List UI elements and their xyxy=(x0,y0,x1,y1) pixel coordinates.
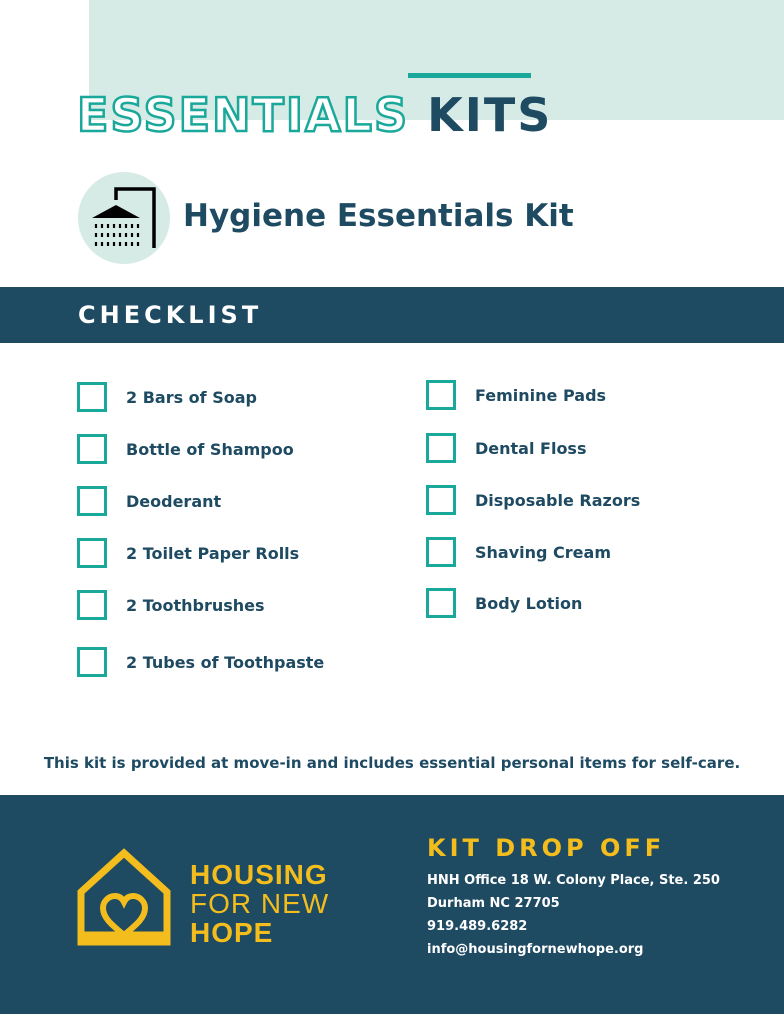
checkbox[interactable] xyxy=(426,380,456,410)
title-solid: KITS xyxy=(427,88,553,142)
checklist-item-label: 2 Toilet Paper Rolls xyxy=(126,543,300,563)
address-line-2: Durham NC 27705 xyxy=(427,896,560,911)
checkbox[interactable] xyxy=(426,433,456,463)
logo-line-3: HOPE xyxy=(190,917,274,948)
checklist-item-label: 2 Bars of Soap xyxy=(126,387,257,407)
checkbox[interactable] xyxy=(426,537,456,567)
checklist-item-label: Deoderant xyxy=(126,491,222,511)
logo-wordmark xyxy=(190,860,329,947)
logo-line-2: FOR NEW xyxy=(190,888,330,919)
house-heart-icon xyxy=(76,848,176,948)
checklist-item-label: Disposable Razors xyxy=(475,490,641,510)
checkbox[interactable] xyxy=(77,486,107,516)
checklist-title: CHECKLIST xyxy=(78,301,263,329)
checkbox[interactable] xyxy=(77,434,107,464)
checklist-item-label: 2 Tubes of Toothpaste xyxy=(126,652,325,672)
checklist-item[interactable] xyxy=(77,486,221,516)
address-line-1: HNH Office 18 W. Colony Place, Ste. 250 xyxy=(427,873,720,888)
checkbox[interactable] xyxy=(77,382,107,412)
checkbox[interactable] xyxy=(426,588,456,618)
kit-name: Hygiene Essentials Kit xyxy=(183,198,574,234)
logo-line-1: HOUSING xyxy=(190,859,328,890)
checkbox[interactable] xyxy=(426,485,456,515)
checklist-item[interactable] xyxy=(77,647,324,677)
shower-icon xyxy=(78,172,170,264)
drop-off-title: KIT DROP OFF xyxy=(427,834,666,862)
checkbox[interactable] xyxy=(77,538,107,568)
checklist-item[interactable] xyxy=(426,380,606,410)
checklist-item-label: Dental Floss xyxy=(475,438,587,458)
checklist-item-label: 2 Toothbrushes xyxy=(126,595,265,615)
checklist-item-label: Bottle of Shampoo xyxy=(126,439,294,459)
checkbox[interactable] xyxy=(77,590,107,620)
accent-bar xyxy=(408,73,531,78)
email-link[interactable]: info@housingfornewhope.org xyxy=(427,942,644,957)
checklist-item[interactable] xyxy=(426,485,640,515)
checkbox[interactable] xyxy=(77,647,107,677)
checklist-item[interactable] xyxy=(426,537,611,567)
checklist-item[interactable] xyxy=(77,590,265,620)
checklist-item[interactable] xyxy=(77,538,299,568)
checklist-item[interactable] xyxy=(426,433,586,463)
kit-note: This kit is provided at move-in and includes essential personal items for self-care. xyxy=(43,754,741,772)
phone-number[interactable]: 919.489.6282 xyxy=(427,919,528,934)
checklist-item[interactable] xyxy=(77,382,257,412)
page-title xyxy=(77,88,552,142)
checklist-item-label: Feminine Pads xyxy=(475,385,607,405)
checklist-item-label: Body Lotion xyxy=(475,593,583,613)
title-outline: ESSENTIALS xyxy=(77,88,410,142)
checklist-item-label: Shaving Cream xyxy=(475,542,611,562)
footer xyxy=(0,795,784,1014)
checklist-item[interactable] xyxy=(77,434,294,464)
checklist-item[interactable] xyxy=(426,588,582,618)
checklist-bar xyxy=(0,287,784,343)
